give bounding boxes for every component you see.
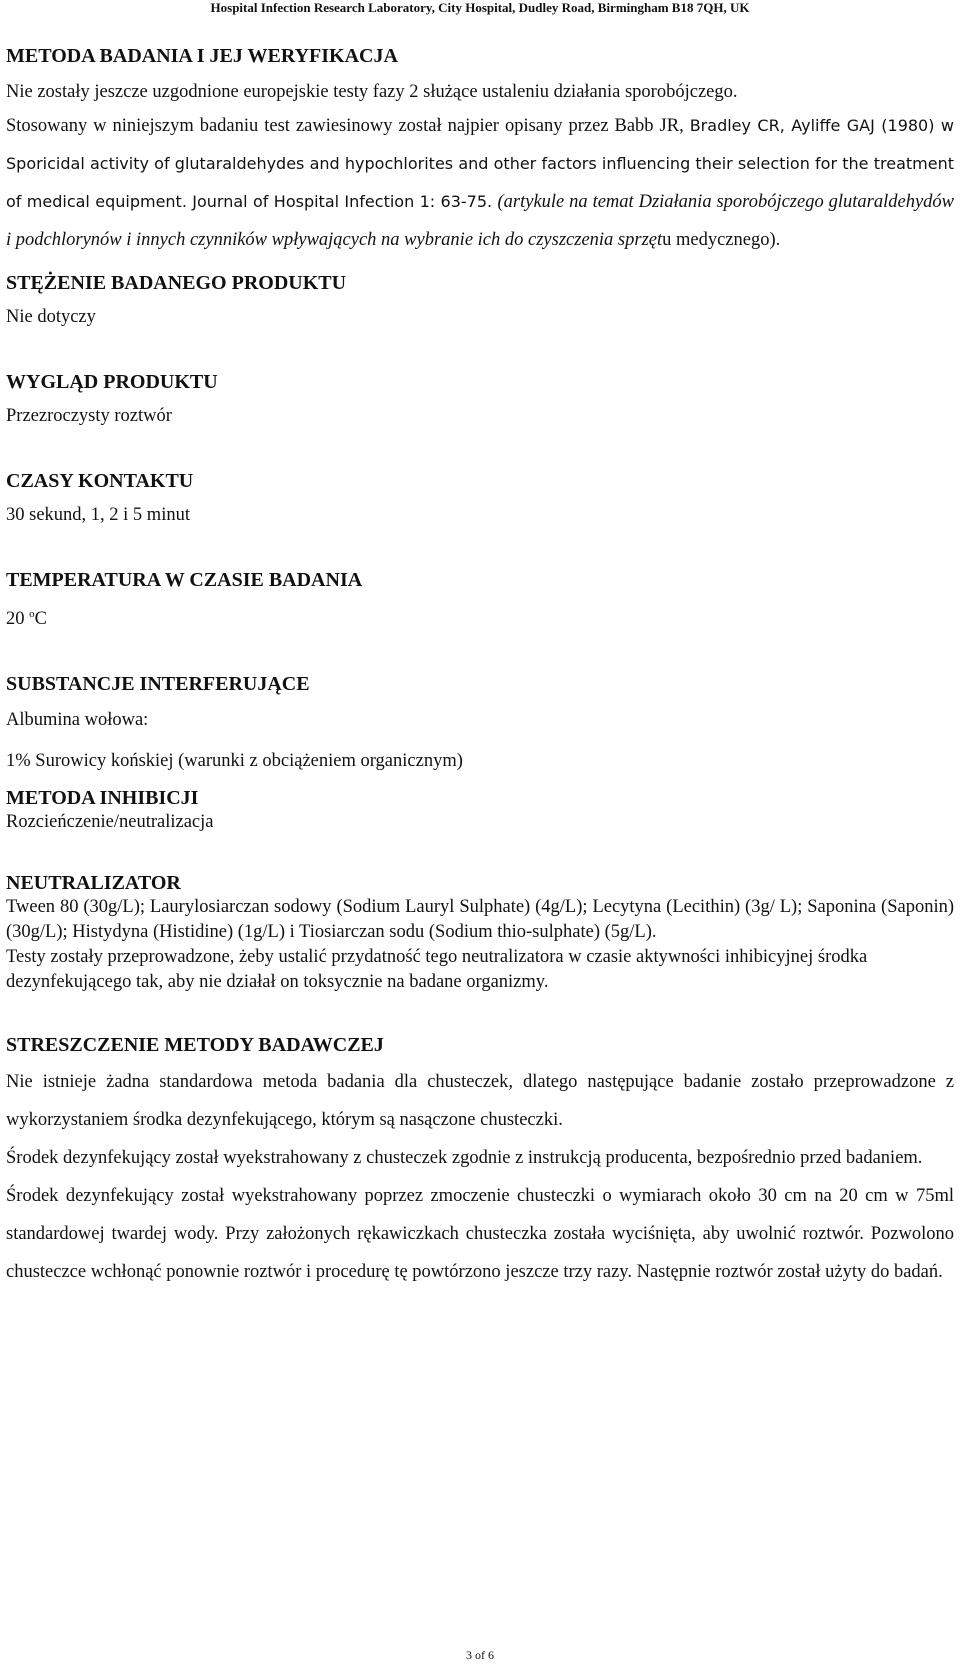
section-title-metoda: METODA BADANIA I JEJ WERYFIKACJA <box>6 45 398 67</box>
substancje-line1: Albumina wołowa: <box>6 710 149 731</box>
substancje-line2: 1% Surowicy końskiej (warunki z obciążeniem organicznym) <box>6 751 463 772</box>
neutralizator-body2: Testy zostały przeprowadzone, żeby ustalić przydatność tego neutralizatora w czasie aktywności inhibicyjnej środka dezynfekującego tak, aby nie działał on toksycznie na badane organizmy. <box>6 947 868 993</box>
neutralizator-body1: Tween 80 (30g/L); Laurylosiarczan sodowy (Sodium Lauryl Sulphate) (4g/L); Lecytyna (Lecithin) (3g/ L); Saponina (Saponin) (30g/L); Histydyna (Histidine) (1g/L) i Tiosiarczan sodu (Sodium thio-sulphate) (5g/L). <box>6 897 954 943</box>
czasy-body: 30 sekund, 1, 2 i 5 minut <box>6 505 190 525</box>
stezenie-body: Nie dotyczy <box>6 307 96 327</box>
metoda-line1: Nie zostały jeszcze uzgodnione europejskie testy fazy 2 służące ustaleniu działania sporobójczego. <box>6 82 738 102</box>
metoda-serif-text: Stosowany w niniejszym badaniu test zawiesinowy został najpier opisany przez Babb JR, <box>6 116 690 136</box>
section-title-streszczenie: STRESZCZENIE METODY BADAWCZEJ <box>6 1034 384 1057</box>
section-title-stezenie: STĘŻENIE BADANEGO PRODUKTU <box>6 272 347 294</box>
metoda-paragraph <box>6 107 954 259</box>
temperatura-value <box>6 600 954 634</box>
section-title-temperatura: TEMPERATURA W CZASIE BADANIA <box>6 569 363 591</box>
page-header: Hospital Infection Research Laboratory, City Hospital, Dudley Road, Birmingham B18 7QH, UK <box>210 0 750 15</box>
metoda-citation-text: Bradley CR, Ayliffe GAJ (1980) w Sporicidal activity of glutaraldehydes and hypochlorites and other factors influencing their selection for the treatment of medical equipment. Journal of Hospital Infection 1: 63-75. <box>6 116 955 211</box>
inhibicja-body: Rozcieńczenie/neutralizacja <box>6 812 214 833</box>
wyglad-body: Przezroczysty roztwór <box>6 406 172 426</box>
metoda-italic-text: (artykule na temat Działania sporobójczego glutaraldehydów i podchlorynów i innych czynników wpływających na wybranie ich do czyszczenia sprzęt <box>6 192 954 250</box>
temperatura-number: 20 <box>6 609 30 630</box>
section-title-inhibicja: METODA INHIBICJI <box>6 787 199 810</box>
document-body <box>6 42 954 1291</box>
streszczenie-p2: Środek dezynfekujący został wyekstrahowany z chusteczek zgodnie z instrukcją producenta, bezpośrednio przed badaniem. <box>6 1148 923 1169</box>
page-number: 3 of 6 <box>466 1648 494 1662</box>
degree-symbol: o <box>29 608 35 620</box>
streszczenie-p1: Nie istnieje żadna standardowa metoda badania dla chusteczek, dlatego następujące badanie zostało przeprowadzone z wykorzystaniem środka dezynfekującego, którym są nasączone chusteczki. <box>6 1072 954 1131</box>
section-title-czasy: CZASY KONTAKTU <box>6 470 194 492</box>
section-title-neutralizator: NEUTRALIZATOR <box>6 872 181 895</box>
temperatura-unit: C <box>34 609 47 630</box>
streszczenie-p3: Środek dezynfekujący został wyekstrahowany poprzez zmoczenie chusteczki o wymiarach około 30 cm na 20 cm w 75ml standardowej twardej wody. Przy założonych rękawiczkach chusteczka została wyciśnięta, aby uwolnić roztwór. Pozwolono chusteczce wchłonąć ponownie roztwór i procedurę tę powtórzono jeszcze trzy razy. Następnie roztwór został użyty do badań. <box>6 1186 954 1283</box>
section-title-substancje: SUBSTANCJE INTERFERUJĄCE <box>6 673 310 696</box>
section-title-wyglad: WYGLĄD PRODUKTU <box>6 371 218 393</box>
metoda-tail-text: u medycznego). <box>662 230 781 250</box>
